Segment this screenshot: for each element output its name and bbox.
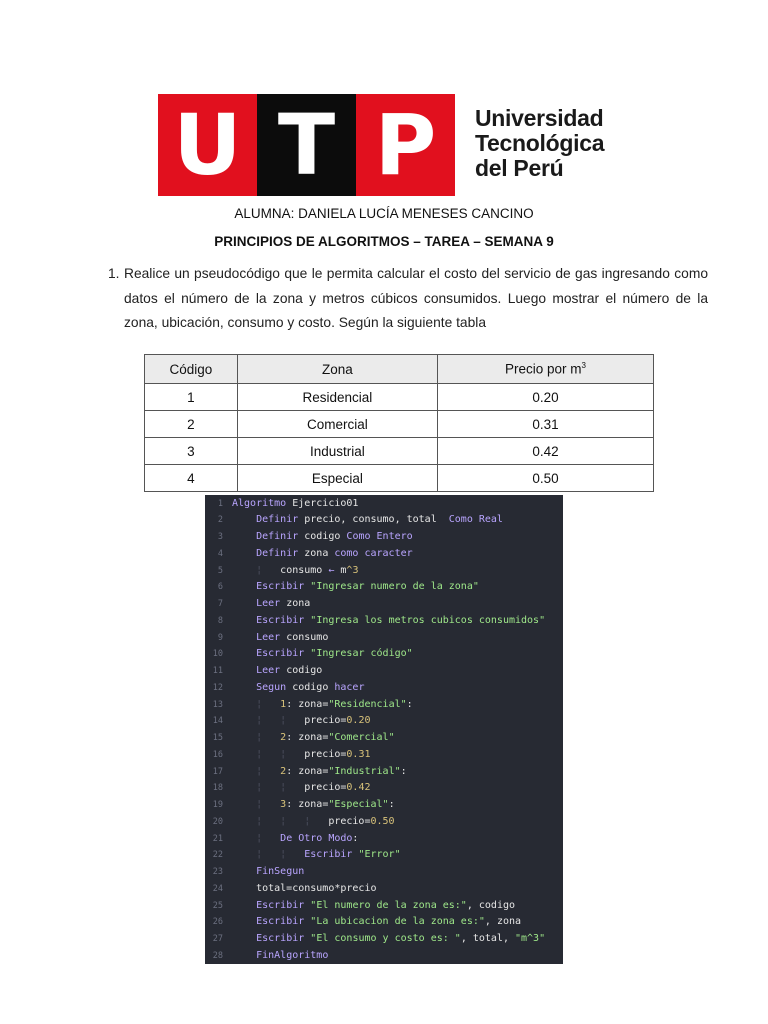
university-name-line-3: del Perú	[475, 155, 564, 181]
logo-letter-p: P	[374, 96, 437, 194]
code-token-kw: FinAlgoritmo	[256, 949, 329, 961]
code-line	[205, 881, 563, 898]
code-token-plain: total=consumo*precio	[232, 882, 377, 894]
code-text	[232, 831, 358, 848]
code-token-str: "Industrial"	[328, 765, 401, 777]
code-token-kw: De Otro Modo	[280, 832, 353, 844]
code-text	[232, 730, 395, 747]
code-token-plain	[232, 598, 256, 609]
university-name-line-1: Universidad	[475, 105, 604, 131]
code-token-plain	[232, 682, 256, 693]
code-token-numc: 2	[280, 732, 287, 743]
line-number: 23	[212, 867, 223, 877]
code-token-str: "Comercial"	[328, 732, 395, 743]
code-token-plain: : zona=	[286, 732, 329, 743]
code-text	[232, 579, 479, 596]
code-token-plain: :	[388, 799, 395, 810]
table-row	[145, 465, 654, 492]
code-token-guide: ¦ ¦	[232, 748, 305, 760]
university-name-line-2: Tecnológica	[475, 130, 605, 156]
code-token-plain	[232, 933, 256, 944]
code-line	[205, 496, 563, 513]
code-token-kw: como caracter	[334, 547, 413, 559]
code-text	[232, 630, 328, 647]
header-precio-exponent: 3	[581, 361, 586, 371]
exercise-text: Realice un pseudocódigo que le permita calcular el costo del servicio de gas ingresando como datos el número de la zona y metros cúbicos consumidos. Luego mostrar el número de la zona, ubicación, consumo y costo. Según la siguiente tabla	[124, 266, 708, 330]
line-number: 6	[217, 582, 223, 593]
table-row	[145, 438, 654, 465]
code-text	[232, 797, 395, 814]
line-number: 24	[212, 883, 223, 894]
code-token-kw: Definir	[256, 514, 299, 526]
code-token-plain	[232, 916, 256, 927]
table-header-row	[145, 355, 654, 384]
code-token-kw: Escribir	[256, 899, 305, 911]
code-token-plain	[232, 615, 256, 626]
code-token-guide: ¦ ¦	[232, 715, 305, 727]
table-row	[145, 384, 654, 411]
line-number: 19	[212, 800, 223, 810]
code-token-guide: ¦	[232, 564, 281, 576]
code-line	[205, 529, 563, 546]
code-text	[232, 764, 407, 781]
code-text	[232, 613, 545, 630]
code-line	[205, 747, 563, 764]
logo-letter-u: U	[173, 96, 242, 194]
line-number: 26	[212, 917, 223, 928]
code-text	[232, 747, 371, 764]
code-token-guide: ¦	[232, 698, 281, 710]
code-token-kw: Escribir	[256, 581, 305, 593]
code-token-kw: Segun	[256, 681, 287, 693]
code-token-kw: Como Entero	[346, 531, 413, 542]
code-line	[205, 931, 563, 948]
code-token-str: "Error"	[358, 849, 401, 861]
line-number: 7	[217, 599, 223, 609]
code-line	[205, 898, 563, 915]
university-name	[475, 106, 604, 181]
code-token-plain	[232, 581, 256, 592]
code-token-plain	[232, 648, 256, 659]
code-line	[205, 613, 563, 630]
code-token-plain: precio=	[304, 782, 347, 794]
line-number: 16	[212, 749, 223, 760]
line-number: 14	[212, 716, 223, 727]
code-token-plain	[232, 900, 256, 911]
code-token-kw: Leer	[256, 631, 281, 643]
line-number: 17	[212, 766, 223, 777]
code-text	[232, 563, 358, 580]
code-token-kw: FinSegun	[256, 866, 305, 877]
code-text	[232, 680, 364, 697]
code-token-plain: zona	[298, 547, 335, 559]
code-token-plain: codigo	[280, 665, 323, 676]
line-number: 8	[217, 615, 223, 626]
cell-codigo: 1	[145, 384, 238, 411]
code-token-plain	[232, 514, 256, 525]
cell-precio: 0.20	[437, 384, 653, 411]
line-number: 3	[217, 532, 223, 542]
header-precio	[437, 355, 653, 384]
code-token-plain: consumo	[280, 631, 329, 643]
code-token-str: "Ingresa los metros cubicos consumidos"	[310, 614, 546, 626]
code-token-plain: : zona=	[286, 765, 329, 777]
code-line	[205, 512, 563, 529]
code-token-kw: Definir	[256, 547, 299, 559]
line-number: 2	[217, 515, 223, 526]
code-token-plain: codigo	[298, 531, 347, 542]
code-token-guide: ¦	[232, 732, 281, 743]
code-token-kw: ←	[328, 564, 335, 576]
code-token-kw: hacer	[334, 681, 365, 693]
code-token-plain: :	[352, 832, 359, 844]
code-token-kw: Leer	[256, 665, 281, 676]
code-token-plain: , codigo	[466, 899, 516, 911]
code-token-plain	[232, 632, 256, 643]
code-token-numc: 3	[280, 799, 287, 810]
exercise-number: 1.	[108, 266, 120, 281]
pseudocode-editor	[205, 495, 563, 964]
code-token-plain	[232, 531, 256, 542]
code-line	[205, 831, 563, 848]
code-text	[232, 529, 413, 546]
code-text	[232, 496, 358, 513]
code-token-plain: :	[400, 765, 407, 777]
code-token-kw: Como Real	[448, 514, 503, 526]
code-text	[232, 948, 328, 964]
code-token-numc: 0.20	[346, 715, 371, 727]
code-token-kw: Definir	[256, 531, 299, 542]
code-token-plain: , total,	[460, 933, 515, 944]
code-token-guide: ¦ ¦ ¦	[232, 815, 329, 827]
code-line	[205, 914, 563, 931]
code-line	[205, 646, 563, 663]
line-number: 11	[212, 666, 223, 676]
code-token-plain	[232, 866, 256, 877]
code-line	[205, 814, 563, 831]
cell-precio: 0.50	[437, 465, 653, 492]
code-token-numc: 1	[280, 698, 287, 710]
line-number: 13	[212, 699, 223, 710]
code-line	[205, 730, 563, 747]
table-row	[145, 411, 654, 438]
code-token-numc: 0.50	[370, 815, 395, 827]
code-text	[232, 914, 521, 931]
code-token-numc: 0.31	[346, 748, 371, 760]
code-text	[232, 697, 413, 714]
code-token-plain: Ejercicio01	[286, 497, 359, 509]
code-line	[205, 563, 563, 580]
code-text	[232, 898, 515, 915]
code-token-numc: 2	[280, 765, 287, 777]
code-line	[205, 764, 563, 781]
code-line	[205, 546, 563, 563]
code-line	[205, 780, 563, 797]
code-token-plain: consumo	[280, 564, 329, 576]
price-table	[144, 354, 654, 492]
code-token-plain: precio=	[328, 815, 371, 827]
code-line	[205, 697, 563, 714]
header-zona: Zona	[237, 355, 437, 384]
code-token-plain: m	[334, 564, 347, 576]
subject-title: PRINCIPIOS DE ALGORITMOS – TAREA – SEMANA 9	[214, 234, 554, 249]
code-line	[205, 596, 563, 613]
code-line	[205, 630, 563, 647]
line-number: 28	[212, 950, 223, 961]
line-number: 20	[212, 816, 223, 827]
code-token-guide: ¦ ¦	[232, 849, 305, 861]
code-text	[232, 663, 322, 680]
code-token-plain	[232, 548, 256, 559]
code-line	[205, 847, 563, 864]
logo-block-t	[257, 94, 356, 196]
code-token-guide: ¦	[232, 832, 281, 844]
code-token-str: "Ingresar numero de la zona"	[310, 581, 479, 593]
code-text	[232, 512, 503, 529]
code-token-str: "Especial"	[328, 799, 389, 810]
code-token-plain: :	[406, 698, 413, 710]
code-text	[232, 931, 545, 948]
code-token-kw: Escribir	[256, 916, 305, 928]
code-token-str: "Ingresar código"	[310, 648, 413, 660]
logo-letter-t: T	[277, 96, 336, 194]
header-codigo: Código	[145, 355, 238, 384]
code-line	[205, 797, 563, 814]
line-number: 27	[212, 934, 223, 944]
code-token-plain: precio=	[304, 715, 347, 727]
code-token-kw: Leer	[256, 598, 281, 609]
cell-zona: Comercial	[237, 411, 437, 438]
code-token-guide: ¦	[232, 765, 281, 777]
code-text	[232, 596, 310, 613]
header-precio-label: Precio por m	[505, 361, 582, 377]
code-token-numc: 0.42	[346, 782, 371, 794]
code-token-kw: Escribir	[256, 933, 305, 944]
code-text	[232, 780, 371, 797]
code-text	[232, 847, 401, 864]
code-token-kw: Escribir	[256, 648, 305, 660]
code-token-plain: , zona	[484, 916, 522, 928]
cell-precio: 0.31	[437, 411, 653, 438]
code-token-plain	[232, 950, 256, 961]
code-token-str: "El consumo y costo es: "	[310, 933, 461, 944]
code-line	[205, 864, 563, 881]
code-text	[232, 713, 371, 730]
line-number: 1	[217, 498, 223, 509]
code-token-str: "m^3"	[515, 933, 546, 944]
code-text	[232, 646, 413, 663]
code-line	[205, 663, 563, 680]
logo-block-u	[158, 94, 257, 196]
code-text	[232, 814, 395, 831]
code-token-kw: Algoritmo	[232, 497, 287, 509]
line-number: 15	[212, 733, 223, 743]
line-number: 10	[212, 649, 223, 660]
code-line	[205, 579, 563, 596]
line-number: 5	[217, 565, 223, 576]
code-token-numc: ^3	[346, 564, 359, 576]
line-number: 25	[212, 900, 223, 911]
author-line: ALUMNA: DANIELA LUCÍA MENESES CANCINO	[234, 206, 534, 221]
cell-zona: Industrial	[237, 438, 437, 465]
code-token-kw: Escribir	[256, 614, 305, 626]
code-token-guide: ¦ ¦	[232, 782, 305, 794]
exercise-statement	[108, 262, 708, 336]
cell-zona: Residencial	[237, 384, 437, 411]
line-number: 18	[212, 783, 223, 794]
code-token-str: "La ubicacion de la zona es:"	[310, 916, 485, 928]
code-token-plain	[232, 665, 256, 676]
code-token-kw: Escribir	[304, 849, 353, 861]
code-token-plain: precio, consumo, total	[298, 514, 449, 526]
code-line	[205, 713, 563, 730]
code-token-plain: zona	[280, 598, 311, 609]
cell-codigo: 2	[145, 411, 238, 438]
code-text	[232, 881, 377, 898]
line-number: 21	[212, 833, 223, 844]
code-text	[232, 546, 413, 563]
code-token-plain: : zona=	[286, 698, 329, 710]
code-token-plain: precio=	[304, 748, 347, 760]
code-token-guide: ¦	[232, 799, 281, 810]
code-line	[205, 948, 563, 964]
code-token-plain: codigo	[286, 681, 335, 693]
line-number: 9	[217, 632, 223, 643]
line-number: 22	[212, 850, 223, 861]
code-token-str: "El numero de la zona es:"	[310, 899, 467, 911]
line-number: 4	[217, 548, 223, 559]
code-line	[205, 680, 563, 697]
code-text	[232, 864, 304, 881]
utp-logo	[158, 94, 455, 196]
code-token-plain: : zona=	[286, 799, 329, 810]
cell-precio: 0.42	[437, 438, 653, 465]
line-number: 12	[212, 682, 223, 693]
cell-zona: Especial	[237, 465, 437, 492]
code-token-str: "Residencial"	[328, 698, 407, 710]
cell-codigo: 4	[145, 465, 238, 492]
logo-block-p	[356, 94, 455, 196]
cell-codigo: 3	[145, 438, 238, 465]
